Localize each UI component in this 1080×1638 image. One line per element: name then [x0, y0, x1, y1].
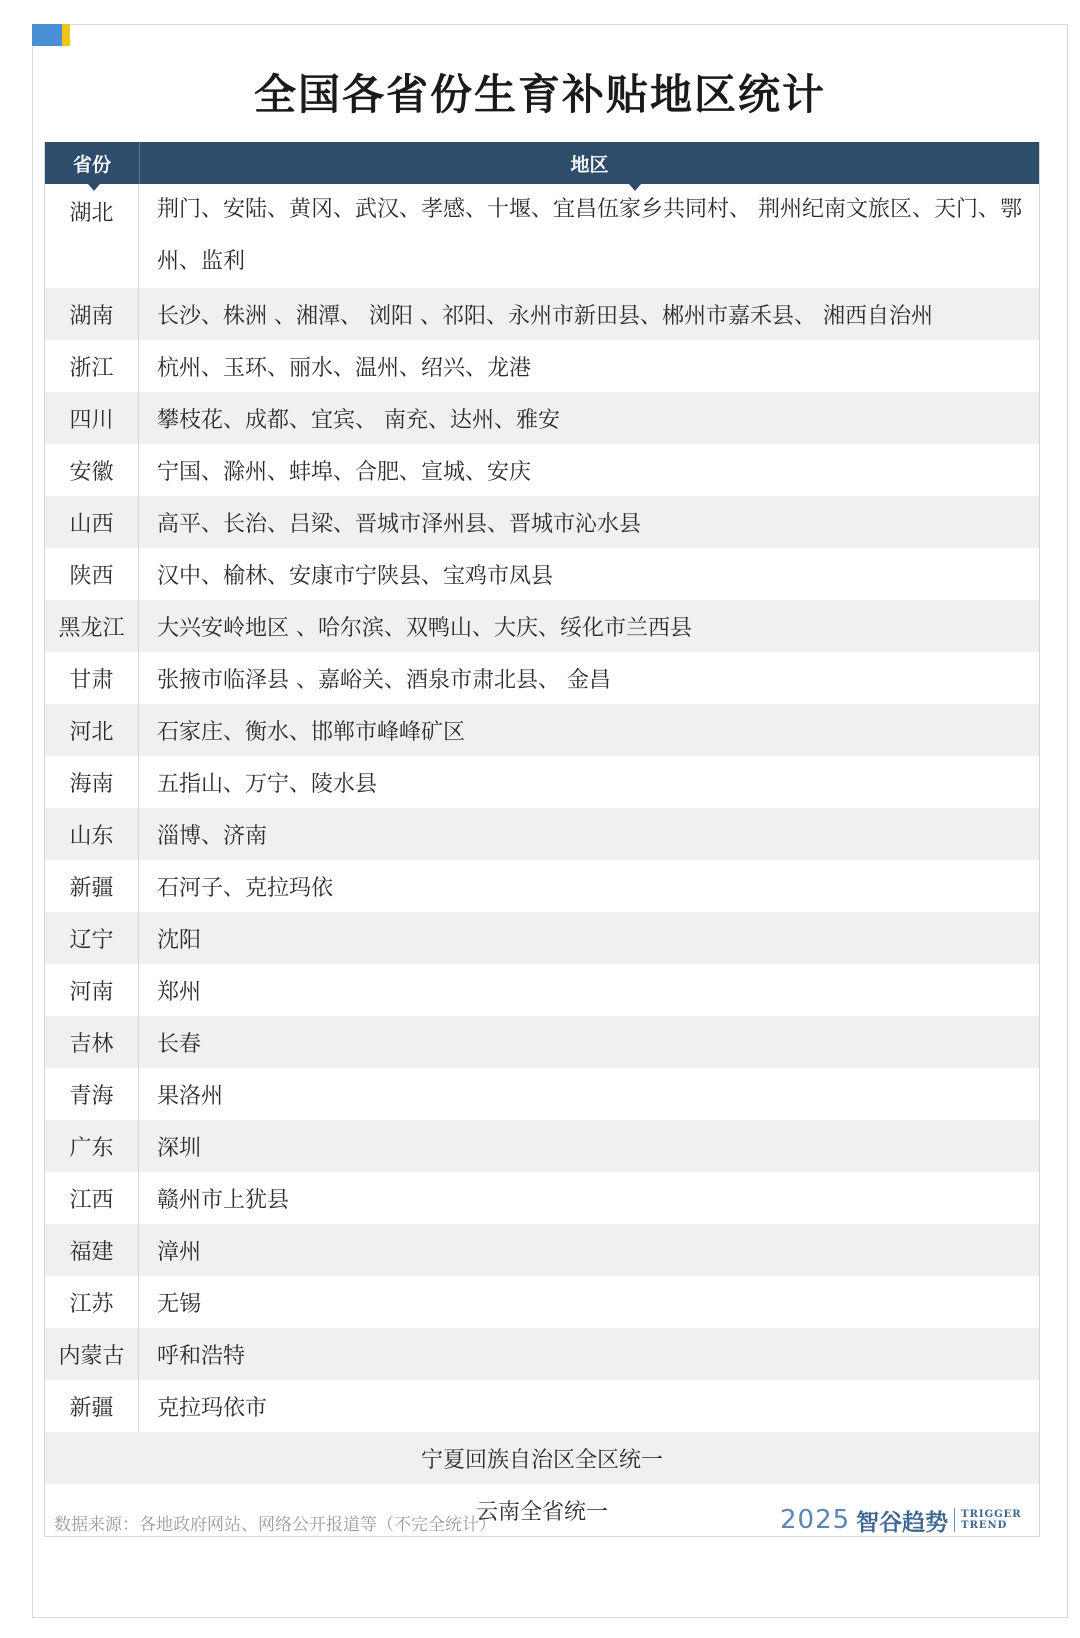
province-cell: 内蒙古: [45, 1328, 139, 1380]
region-cell: 淄博、济南: [157, 823, 268, 849]
subsidy-table: [44, 142, 1040, 1537]
province-cell: 黑龙江: [45, 600, 139, 652]
province-cell: 河南: [45, 964, 139, 1016]
table-row-full: [45, 1432, 1039, 1484]
region-cell: 克拉玛依市: [157, 1395, 268, 1421]
table-row: [45, 704, 1039, 756]
region-cell: 长春: [157, 1031, 202, 1057]
table-row: [45, 1120, 1039, 1172]
province-cell: 青海: [45, 1068, 139, 1120]
province-cell: 甘肃: [45, 652, 139, 704]
brand-english-line1: TRIGGER: [961, 1509, 1022, 1520]
region-cell: 漳州: [157, 1239, 202, 1265]
region-cell: 沈阳: [157, 927, 202, 953]
province-cell: 江苏: [45, 1276, 139, 1328]
region-cell: 赣州市上犹县: [157, 1187, 290, 1213]
province-cell: 湖南: [45, 288, 139, 340]
province-cell: 辽宁: [45, 912, 139, 964]
table-row: [45, 184, 1039, 288]
region-cell: 五指山、万宁、陵水县: [157, 771, 378, 797]
brand-english: [961, 1509, 1021, 1531]
header-notch: [88, 184, 100, 191]
table-row: [45, 1224, 1039, 1276]
region-cell: 大兴安岭地区 、哈尔滨、双鸭山、大庆、绥化市兰西县: [157, 615, 692, 641]
region-cell: 荆门、安陆、黄冈、武汉、孝感、十堰、宜昌伍家乡共同村、 荆州纪南文旅区、天门、鄂州、监利: [157, 197, 1022, 274]
header-region: 地区: [570, 153, 609, 176]
region-cell: 郑州: [157, 979, 202, 1005]
brand-name: 智谷趋势: [856, 1509, 949, 1536]
province-cell: 海南: [45, 756, 139, 808]
table-row: [45, 1276, 1039, 1328]
region-cell: 果洛州: [157, 1083, 224, 1109]
table-row: [45, 652, 1039, 704]
table-row: [45, 548, 1039, 600]
corner-blue-block: [32, 24, 62, 46]
table-row: [45, 392, 1039, 444]
header-notch: [629, 184, 641, 191]
region-cell: 高平、长治、吕梁、晋城市泽州县、晋城市沁水县: [157, 511, 642, 537]
whole-province-cell: 宁夏回族自治区全区统一: [420, 1447, 663, 1473]
whole-province-cell: 云南全省统一: [475, 1499, 608, 1525]
corner-logo-mark: [32, 24, 70, 46]
province-cell: 江西: [45, 1172, 139, 1224]
region-cell: 杭州、玉环、丽水、温州、绍兴、龙港: [157, 355, 532, 381]
table-row: [45, 1068, 1039, 1120]
province-cell: 山西: [45, 496, 139, 548]
region-cell: 攀枝花、成都、宜宾、 南充、达州、雅安: [157, 407, 560, 433]
region-cell: 呼和浩特: [157, 1343, 246, 1369]
region-cell: 石河子、克拉玛依: [157, 875, 334, 901]
page-title: 全国各省份生育补贴地区统计: [253, 70, 826, 119]
province-cell: 山东: [45, 808, 139, 860]
table-row: [45, 1172, 1039, 1224]
data-source-note: 数据来源：各地政府网站、网络公开报道等（不完全统计）: [54, 1515, 496, 1535]
province-cell: 吉林: [45, 1016, 139, 1068]
table-row: [45, 756, 1039, 808]
table-row: [45, 288, 1039, 340]
table-body: [45, 184, 1039, 1536]
region-cell: 石家庄、衡水、邯郸市峰峰矿区: [157, 719, 466, 745]
region-cell: 张掖市临泽县 、嘉峪关、酒泉市肃北县、 金昌: [157, 667, 611, 693]
region-cell: 深圳: [157, 1135, 202, 1161]
table-row: [45, 1016, 1039, 1068]
table-header: [45, 142, 1039, 184]
region-cell: 宁国、滁州、蚌埠、合肥、宣城、安庆: [157, 459, 532, 485]
province-cell: 新疆: [45, 1380, 139, 1432]
region-cell: 无锡: [157, 1291, 202, 1317]
province-cell: 浙江: [45, 340, 139, 392]
table-row: [45, 912, 1039, 964]
brand-divider: [954, 1508, 955, 1532]
table-row: [45, 964, 1039, 1016]
table-row: [45, 808, 1039, 860]
table-row: [45, 340, 1039, 392]
header-province: 省份: [45, 142, 140, 184]
region-cell: 长沙、株洲 、湘潭、 浏阳 、祁阳、永州市新田县、郴州市嘉禾县、 湘西自治州: [157, 303, 933, 329]
province-cell: 四川: [45, 392, 139, 444]
brand-english-line2: TREND: [961, 1520, 1008, 1531]
province-cell: 陕西: [45, 548, 139, 600]
province-cell: 安徽: [45, 444, 139, 496]
brand-logo: [780, 1502, 1022, 1538]
province-cell: 新疆: [45, 860, 139, 912]
region-cell: 汉中、榆林、安康市宁陕县、宝鸡市凤县: [157, 563, 554, 589]
table-row: [45, 1328, 1039, 1380]
province-cell: 湖北: [45, 184, 139, 288]
table-row: [45, 444, 1039, 496]
brand-year: 2025: [780, 1505, 851, 1535]
province-cell: 广东: [45, 1120, 139, 1172]
province-cell: 福建: [45, 1224, 139, 1276]
corner-yellow-block: [62, 24, 70, 46]
table-row: [45, 600, 1039, 652]
province-cell: 河北: [45, 704, 139, 756]
table-row: [45, 496, 1039, 548]
table-row: [45, 860, 1039, 912]
table-row: [45, 1380, 1039, 1432]
